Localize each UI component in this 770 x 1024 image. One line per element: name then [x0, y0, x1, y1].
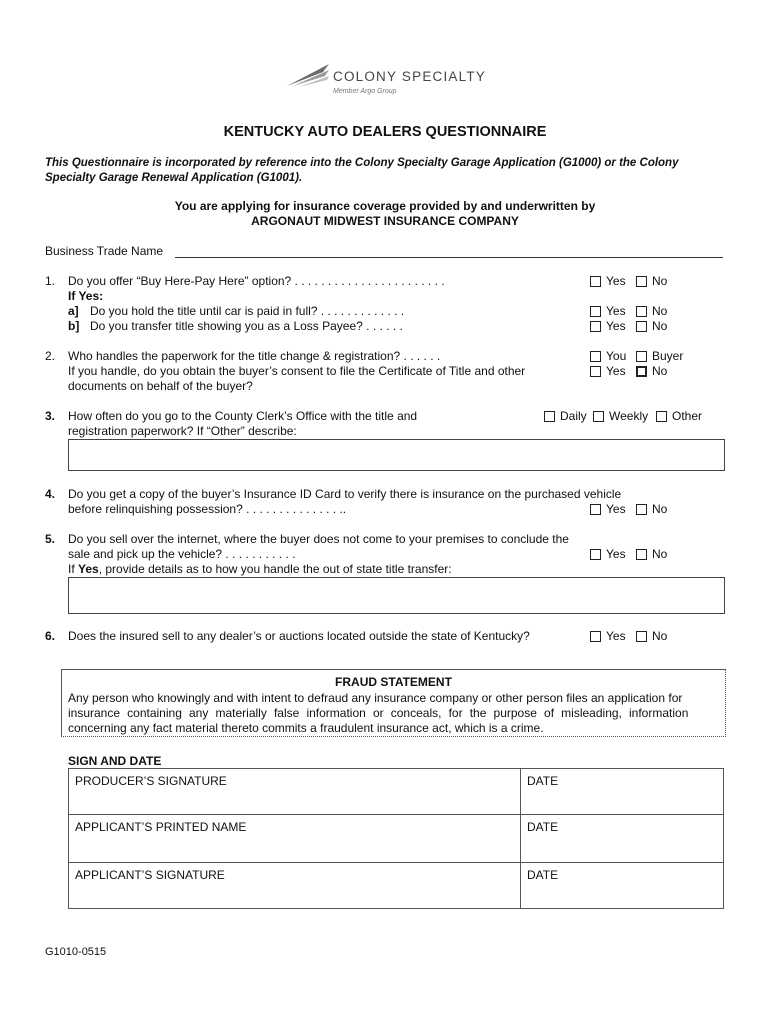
q6-no-option[interactable]: No	[636, 629, 667, 643]
checkbox-icon[interactable]	[590, 306, 601, 317]
checkbox-icon[interactable]	[590, 366, 601, 377]
q2-you-option[interactable]: You	[590, 349, 626, 363]
applicant-signature-field[interactable]: APPLICANT’S SIGNATURE	[69, 863, 521, 909]
q1a-text: Do you hold the title until car is paid in full? . . . . . . . . . . . . .	[90, 304, 405, 318]
q5-number: 5.	[45, 532, 56, 546]
q2b-yes-option[interactable]: Yes	[590, 364, 626, 378]
fraud-line-1: Any person who knowingly and with intent to defraud any insurance company or other person files an application for	[68, 691, 683, 705]
q5-details-field[interactable]	[68, 577, 725, 614]
q1a-label: a]	[68, 304, 79, 318]
producer-signature-field[interactable]: PRODUCER’S SIGNATURE	[69, 769, 521, 815]
checkbox-icon[interactable]	[544, 411, 555, 422]
q4-number: 4.	[45, 487, 56, 501]
fraud-title: FRAUD STATEMENT	[335, 675, 452, 689]
q1a-no-option[interactable]: No	[636, 304, 667, 318]
checkbox-icon[interactable]	[593, 411, 604, 422]
q1-no-option[interactable]: No	[636, 274, 667, 288]
page-title: KENTUCKY AUTO DEALERS QUESTIONNAIRE	[223, 124, 547, 140]
q4-no-option[interactable]: No	[636, 502, 667, 516]
form-code: G1010-0515	[45, 946, 107, 958]
q6-yes-option[interactable]: Yes	[590, 629, 626, 643]
q2-line-2: If you handle, do you obtain the buyer’s consent to file the Certificate of Title and other	[68, 364, 526, 378]
q3-other-option[interactable]: Other	[656, 409, 702, 423]
sign-heading: SIGN AND DATE	[68, 754, 162, 768]
q5-yes-option[interactable]: Yes	[590, 547, 626, 561]
q5-no-option[interactable]: No	[636, 547, 667, 561]
q4-line-1: Do you get a copy of the buyer’s Insurance ID Card to verify there is insurance on the purchased vehicle	[68, 487, 622, 501]
fraud-line-2: insurance containing any materially false information or conceals, for the purpose of misleading, information	[68, 706, 689, 720]
q2-buyer-option[interactable]: Buyer	[636, 349, 683, 363]
fraud-line-3: concerning any fact material thereto commits a fraudulent insurance act, which is a crime.	[68, 721, 544, 735]
checkbox-icon[interactable]	[636, 306, 647, 317]
logo-name: COLONY SPECIALTY	[333, 69, 486, 84]
checkbox-icon[interactable]	[590, 504, 601, 515]
logo	[285, 58, 495, 102]
checkbox-icon[interactable]	[636, 631, 647, 642]
checkbox-icon[interactable]	[636, 351, 647, 362]
q1b-text: Do you transfer title showing you as a Loss Payee? . . . . . .	[90, 319, 403, 333]
q2-line-1: Who handles the paperwork for the title change & registration? . . . . . .	[68, 349, 441, 363]
q1b-yes-option[interactable]: Yes	[590, 319, 626, 333]
q3-weekly-option[interactable]: Weekly	[593, 409, 648, 423]
q6-number: 6.	[45, 629, 56, 643]
table-row	[69, 815, 724, 863]
checkbox-icon[interactable]	[656, 411, 667, 422]
checkbox-icon[interactable]	[636, 504, 647, 515]
trade-name-field[interactable]	[175, 257, 723, 258]
q2b-no-option[interactable]: No	[636, 364, 667, 378]
q5-line-2: sale and pick up the vehicle? . . . . . . . . . . .	[68, 547, 296, 561]
applicant-name-field[interactable]: APPLICANT’S PRINTED NAME	[69, 815, 521, 863]
q1-text: Do you offer “Buy Here-Pay Here” option? . . . . . . . . . . . . . . . . . . . . . . .	[68, 274, 445, 288]
checkbox-icon[interactable]	[590, 351, 601, 362]
checkbox-icon[interactable]	[636, 276, 647, 287]
q1b-no-option[interactable]: No	[636, 319, 667, 333]
trade-name-label: Business Trade Name	[45, 244, 164, 258]
checkbox-icon[interactable]	[590, 631, 601, 642]
q1b-label: b]	[68, 319, 80, 333]
insurer-line-1: You are applying for insurance coverage provided by and underwritten by	[174, 199, 596, 213]
checkbox-icon[interactable]	[590, 549, 601, 560]
checkbox-icon[interactable]	[636, 321, 647, 332]
fraud-statement-box	[61, 669, 726, 737]
signature-table	[68, 768, 724, 909]
q3-number: 3.	[45, 409, 56, 423]
insurer-line-2: ARGONAUT MIDWEST INSURANCE COMPANY	[251, 214, 519, 228]
q1a-yes-option[interactable]: Yes	[590, 304, 626, 318]
table-row	[69, 769, 724, 815]
q4-line-2: before relinquishing possession? . . . . . . . . . . . . . . ..	[68, 502, 347, 516]
q6-text: Does the insured sell to any dealer’s or auctions located outside the state of Kentucky?	[68, 629, 530, 643]
intro-text: This Questionnaire is incorporated by reference into the Colony Specialty Garage Application (G1000) or the Colony Specialty Garage Renewal Application (G1001).	[45, 157, 679, 184]
applicant-signature-date-field[interactable]: DATE	[521, 863, 724, 909]
applicant-name-date-field[interactable]: DATE	[521, 815, 724, 863]
checkbox-icon[interactable]	[636, 549, 647, 560]
checkbox-icon[interactable]	[590, 276, 601, 287]
q5-line-1: Do you sell over the internet, where the buyer does not come to your premises to conclude the	[68, 532, 569, 546]
producer-date-field[interactable]: DATE	[521, 769, 724, 815]
logo-tagline: Member Argo Group	[333, 88, 397, 95]
q2-line-3: documents on behalf of the buyer?	[68, 379, 253, 393]
q5-line-3: If Yes, provide details as to how you handle the out of state title transfer:	[68, 562, 452, 576]
logo-mark-icon	[285, 60, 331, 90]
checkbox-icon[interactable]	[636, 366, 647, 377]
q4-yes-option[interactable]: Yes	[590, 502, 626, 516]
checkbox-icon[interactable]	[590, 321, 601, 332]
q1-ifyes: If Yes:	[68, 289, 104, 303]
table-row	[69, 863, 724, 909]
q3-line-2: registration paperwork? If “Other” describe:	[68, 424, 297, 438]
q1-yes-option[interactable]: Yes	[590, 274, 626, 288]
q3-describe-field[interactable]	[68, 439, 725, 471]
q1-number: 1.	[45, 274, 56, 288]
q3-line-1: How often do you go to the County Clerk’s Office with the title and	[68, 409, 418, 423]
q3-daily-option[interactable]: Daily	[544, 409, 587, 423]
q2-number: 2.	[45, 349, 56, 363]
